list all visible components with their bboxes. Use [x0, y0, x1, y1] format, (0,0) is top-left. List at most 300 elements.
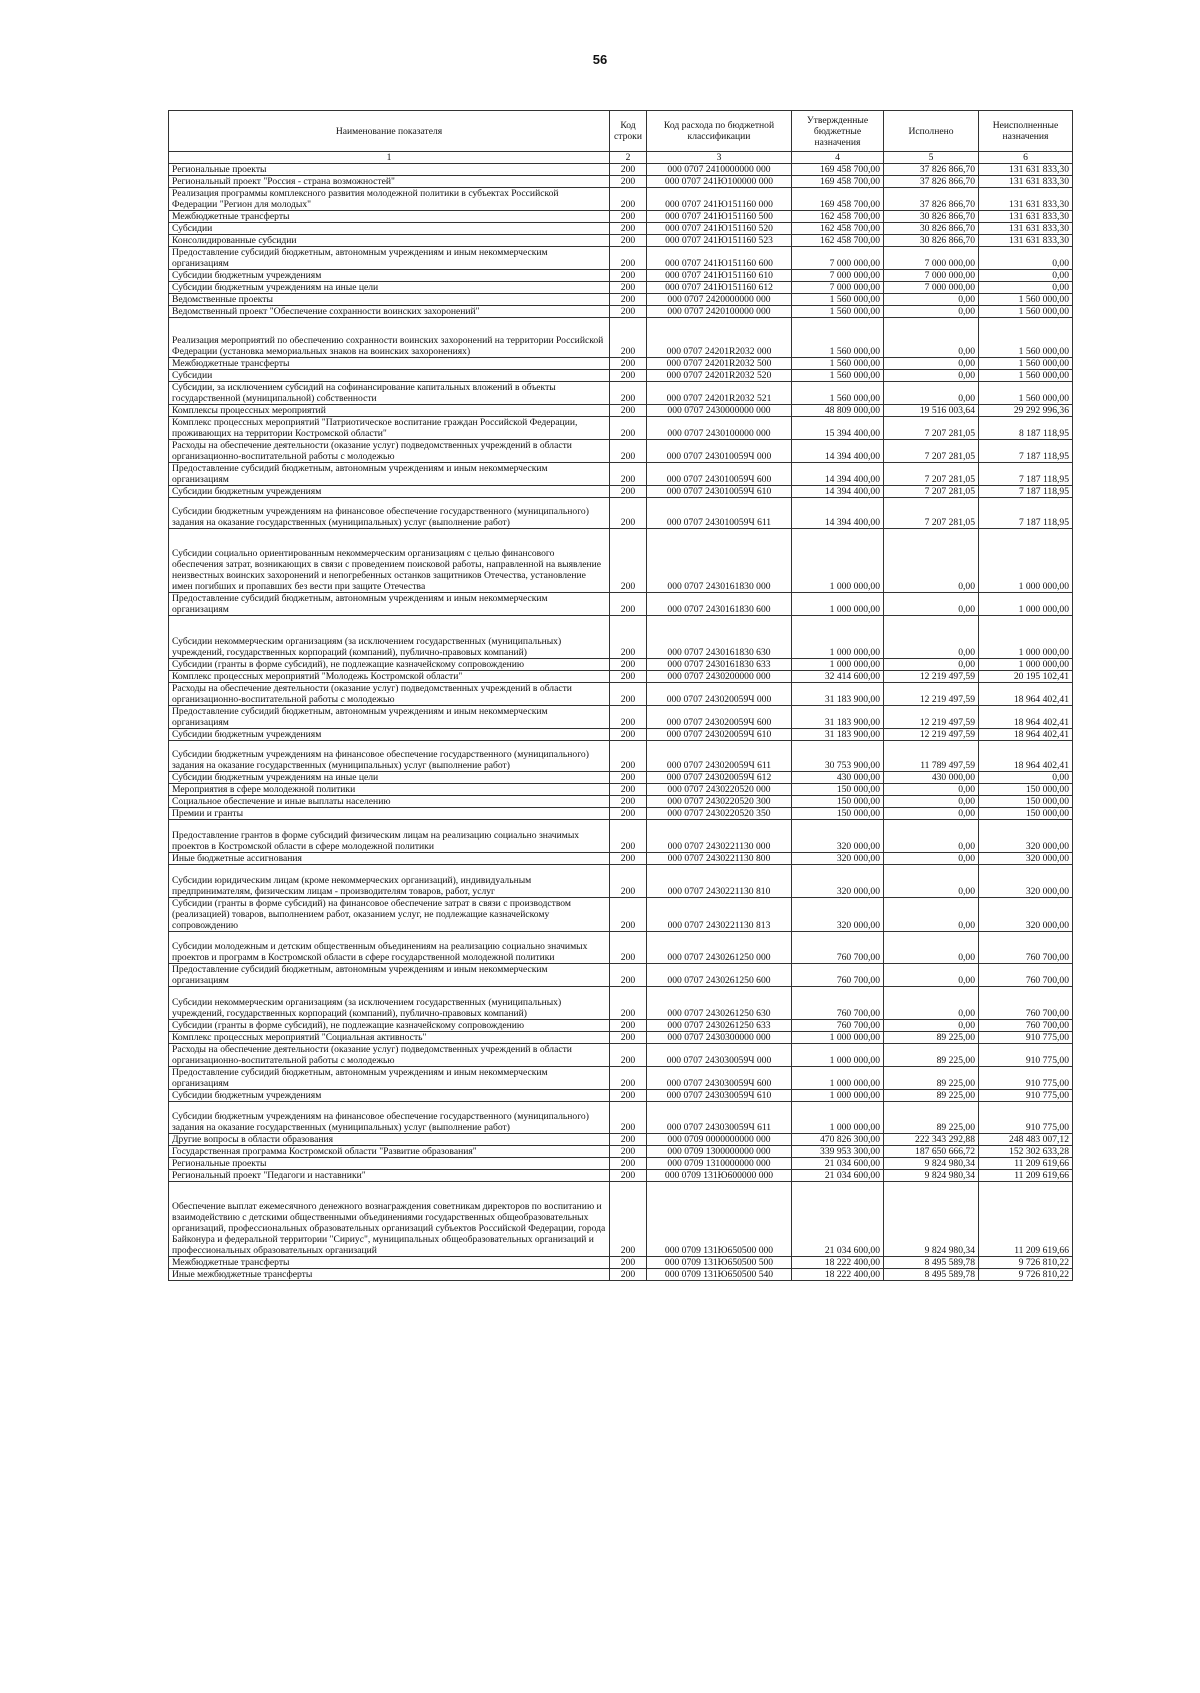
- budget-execution-table: [168, 110, 1073, 1281]
- cell-executed: 9 824 980,34: [884, 1170, 979, 1182]
- cell-executed: 7 000 000,00: [884, 282, 979, 294]
- cell-name: Реализация мероприятий по обеспечению сохранности воинских захоронений на территории Российской Федерации (установка мемориальных знаков на воинских захоронениях): [169, 318, 610, 358]
- cell-unexecuted: 248 483 007,12: [979, 1134, 1073, 1146]
- cell-name: Комплекс процессных мероприятий "Социальная активность": [169, 1032, 610, 1044]
- table-row: [169, 1269, 1073, 1281]
- cell-unexecuted: 760 700,00: [979, 964, 1073, 987]
- table-row: [169, 188, 1073, 211]
- table-row: [169, 1257, 1073, 1269]
- cell-approved: 7 000 000,00: [792, 247, 884, 270]
- cell-line-code: 200: [610, 270, 647, 282]
- table-row: [169, 1146, 1073, 1158]
- table-row: [169, 1170, 1073, 1182]
- cell-line-code: 200: [610, 405, 647, 417]
- column-number: 2: [610, 152, 647, 164]
- cell-unexecuted: 9 726 810,22: [979, 1257, 1073, 1269]
- cell-name: Предоставление субсидий бюджетным, автономным учреждениям и иным некоммерческим организациям: [169, 593, 610, 616]
- cell-name: Комплексы процессных мероприятий: [169, 405, 610, 417]
- cell-budget-code: 000 0707 2430220520 350: [647, 808, 792, 820]
- cell-name: Комплекс процессных мероприятий "Молодежь Костромской области": [169, 671, 610, 683]
- cell-budget-code: 000 0707 2430220520 300: [647, 796, 792, 808]
- cell-unexecuted: 9 726 810,22: [979, 1269, 1073, 1281]
- cell-line-code: 200: [610, 235, 647, 247]
- cell-name: Субсидии бюджетным учреждениям на иные цели: [169, 772, 610, 784]
- cell-budget-code: 000 0707 2420100000 000: [647, 306, 792, 318]
- cell-line-code: 200: [610, 1170, 647, 1182]
- cell-executed: 30 826 866,70: [884, 211, 979, 223]
- cell-approved: 169 458 700,00: [792, 188, 884, 211]
- cell-executed: 7 000 000,00: [884, 247, 979, 270]
- cell-executed: 11 789 497,59: [884, 741, 979, 772]
- cell-budget-code: 000 0707 243030059Ч 611: [647, 1102, 792, 1134]
- table-row: [169, 463, 1073, 486]
- cell-unexecuted: 910 775,00: [979, 1067, 1073, 1090]
- cell-budget-code: 000 0707 241Ю151160 600: [647, 247, 792, 270]
- cell-line-code: 200: [610, 932, 647, 964]
- cell-name: Региональный проект "Россия - страна возможностей": [169, 176, 610, 188]
- cell-budget-code: 000 0709 131Ю650500 000: [647, 1182, 792, 1257]
- cell-budget-code: 000 0707 24201R2032 000: [647, 318, 792, 358]
- cell-budget-code: 000 0707 2430300000 000: [647, 1032, 792, 1044]
- cell-name: Предоставление субсидий бюджетным, автономным учреждениям и иным некоммерческим организациям: [169, 463, 610, 486]
- cell-unexecuted: 7 187 118,95: [979, 498, 1073, 529]
- cell-line-code: 200: [610, 671, 647, 683]
- table-row: [169, 247, 1073, 270]
- cell-unexecuted: 152 302 633,28: [979, 1146, 1073, 1158]
- cell-budget-code: 000 0707 2430100000 000: [647, 417, 792, 440]
- cell-executed: 0,00: [884, 932, 979, 964]
- cell-line-code: 200: [610, 176, 647, 188]
- cell-line-code: 200: [610, 820, 647, 853]
- cell-budget-code: 000 0707 24201R2032 500: [647, 358, 792, 370]
- table-row: [169, 987, 1073, 1020]
- cell-budget-code: 000 0707 2430261250 633: [647, 1020, 792, 1032]
- cell-budget-code: 000 0707 243030059Ч 600: [647, 1067, 792, 1090]
- cell-unexecuted: 1 560 000,00: [979, 370, 1073, 382]
- cell-name: Консолидированные субсидии: [169, 235, 610, 247]
- cell-executed: 89 225,00: [884, 1102, 979, 1134]
- table-row: [169, 486, 1073, 498]
- cell-budget-code: 000 0707 243020059Ч 610: [647, 729, 792, 741]
- cell-budget-code: 000 0707 2430221130 800: [647, 853, 792, 865]
- cell-approved: 31 183 900,00: [792, 683, 884, 706]
- cell-approved: 21 034 600,00: [792, 1158, 884, 1170]
- cell-executed: 8 495 589,78: [884, 1257, 979, 1269]
- cell-line-code: 200: [610, 616, 647, 659]
- table-row: [169, 1102, 1073, 1134]
- cell-executed: 30 826 866,70: [884, 235, 979, 247]
- cell-unexecuted: 1 000 000,00: [979, 529, 1073, 593]
- cell-line-code: 200: [610, 865, 647, 898]
- cell-name: Ведомственный проект "Обеспечение сохранности воинских захоронений": [169, 306, 610, 318]
- table-row: [169, 211, 1073, 223]
- cell-unexecuted: 760 700,00: [979, 1020, 1073, 1032]
- cell-unexecuted: 1 560 000,00: [979, 318, 1073, 358]
- cell-unexecuted: 18 964 402,41: [979, 683, 1073, 706]
- cell-unexecuted: 0,00: [979, 247, 1073, 270]
- cell-approved: 162 458 700,00: [792, 223, 884, 235]
- cell-executed: 9 824 980,34: [884, 1158, 979, 1170]
- cell-line-code: 200: [610, 1090, 647, 1102]
- cell-budget-code: 000 0707 241Ю151160 523: [647, 235, 792, 247]
- cell-name: Субсидии бюджетным учреждениям на финансовое обеспечение государственного (муниципального) задания на оказание государственных (муниципальных) услуг (выполнение работ): [169, 1102, 610, 1134]
- cell-name: Предоставление субсидий бюджетным, автономным учреждениям и иным некоммерческим организациям: [169, 706, 610, 729]
- cell-executed: 37 826 866,70: [884, 188, 979, 211]
- cell-line-code: 200: [610, 796, 647, 808]
- cell-approved: 1 000 000,00: [792, 1067, 884, 1090]
- cell-approved: 150 000,00: [792, 808, 884, 820]
- cell-unexecuted: 320 000,00: [979, 853, 1073, 865]
- table-row: [169, 1020, 1073, 1032]
- cell-approved: 1 000 000,00: [792, 1044, 884, 1067]
- cell-approved: 320 000,00: [792, 865, 884, 898]
- cell-executed: 9 824 980,34: [884, 1182, 979, 1257]
- cell-name: Субсидии социально ориентированным некоммерческим организациям с целью финансового обеспечения затрат, возникающих в связи с проведением поисковой работы, направленной на выявление неизвестных воинских захоронений и непогребенных останков защитников Отечества, установление имен погибших и пропавших без вести при защите Отечества: [169, 529, 610, 593]
- cell-approved: 1 560 000,00: [792, 306, 884, 318]
- table-row: [169, 671, 1073, 683]
- cell-budget-code: 000 0707 2430200000 000: [647, 671, 792, 683]
- table-row: [169, 616, 1073, 659]
- cell-approved: 18 222 400,00: [792, 1257, 884, 1269]
- cell-approved: 320 000,00: [792, 898, 884, 932]
- cell-executed: 8 495 589,78: [884, 1269, 979, 1281]
- cell-budget-code: 000 0709 131Ю600000 000: [647, 1170, 792, 1182]
- cell-name: Субсидии, за исключением субсидий на софинансирование капитальных вложений в объекты государственной (муниципальной) собственности: [169, 382, 610, 405]
- cell-line-code: 200: [610, 1182, 647, 1257]
- cell-executed: 187 650 666,72: [884, 1146, 979, 1158]
- header-unexecuted: Неисполненные назначения: [979, 111, 1073, 152]
- cell-line-code: 200: [610, 382, 647, 405]
- cell-executed: 0,00: [884, 808, 979, 820]
- cell-name: Межбюджетные трансферты: [169, 1257, 610, 1269]
- cell-unexecuted: 11 209 619,66: [979, 1182, 1073, 1257]
- cell-unexecuted: 1 000 000,00: [979, 659, 1073, 671]
- cell-approved: 7 000 000,00: [792, 270, 884, 282]
- cell-executed: 7 207 281,05: [884, 486, 979, 498]
- cell-line-code: 200: [610, 1044, 647, 1067]
- cell-approved: 339 953 300,00: [792, 1146, 884, 1158]
- cell-name: Государственная программа Костромской области "Развитие образования": [169, 1146, 610, 1158]
- cell-unexecuted: 18 964 402,41: [979, 741, 1073, 772]
- table-row: [169, 706, 1073, 729]
- cell-budget-code: 000 0709 0000000000 000: [647, 1134, 792, 1146]
- cell-approved: 162 458 700,00: [792, 235, 884, 247]
- cell-executed: 0,00: [884, 529, 979, 593]
- cell-line-code: 200: [610, 593, 647, 616]
- cell-line-code: 200: [610, 853, 647, 865]
- cell-approved: 320 000,00: [792, 820, 884, 853]
- cell-unexecuted: 760 700,00: [979, 987, 1073, 1020]
- table-header-row: [169, 111, 1073, 152]
- header-executed: Исполнено: [884, 111, 979, 152]
- cell-executed: 0,00: [884, 593, 979, 616]
- cell-approved: 169 458 700,00: [792, 176, 884, 188]
- table-row: [169, 808, 1073, 820]
- cell-budget-code: 000 0707 243030059Ч 610: [647, 1090, 792, 1102]
- cell-budget-code: 000 0707 2430261250 000: [647, 932, 792, 964]
- cell-budget-code: 000 0707 241Ю151160 000: [647, 188, 792, 211]
- cell-unexecuted: 1 560 000,00: [979, 306, 1073, 318]
- table-row: [169, 932, 1073, 964]
- cell-approved: 1 000 000,00: [792, 593, 884, 616]
- cell-approved: 760 700,00: [792, 932, 884, 964]
- cell-name: Иные межбюджетные трансферты: [169, 1269, 610, 1281]
- cell-unexecuted: 910 775,00: [979, 1032, 1073, 1044]
- cell-executed: 7 207 281,05: [884, 463, 979, 486]
- cell-executed: 0,00: [884, 294, 979, 306]
- cell-unexecuted: 150 000,00: [979, 784, 1073, 796]
- cell-approved: 150 000,00: [792, 784, 884, 796]
- column-number: 3: [647, 152, 792, 164]
- table-row: [169, 796, 1073, 808]
- cell-name: Субсидии бюджетным учреждениям: [169, 486, 610, 498]
- cell-line-code: 200: [610, 463, 647, 486]
- cell-approved: 1 560 000,00: [792, 358, 884, 370]
- cell-executed: 0,00: [884, 358, 979, 370]
- table-row: [169, 270, 1073, 282]
- cell-executed: 0,00: [884, 964, 979, 987]
- cell-name: Предоставление субсидий бюджетным, автономным учреждениям и иным некоммерческим организациям: [169, 964, 610, 987]
- cell-line-code: 200: [610, 741, 647, 772]
- table-row: [169, 865, 1073, 898]
- cell-approved: 1 560 000,00: [792, 370, 884, 382]
- table-row: [169, 176, 1073, 188]
- cell-unexecuted: 11 209 619,66: [979, 1158, 1073, 1170]
- cell-name: Субсидии юридическим лицам (кроме некоммерческих организаций), индивидуальным предпринимателям, физическим лицам - производителям товаров, работ, услуг: [169, 865, 610, 898]
- cell-unexecuted: 1 560 000,00: [979, 294, 1073, 306]
- cell-executed: 0,00: [884, 616, 979, 659]
- cell-line-code: 200: [610, 318, 647, 358]
- cell-executed: 0,00: [884, 659, 979, 671]
- cell-line-code: 200: [610, 659, 647, 671]
- cell-unexecuted: 11 209 619,66: [979, 1170, 1073, 1182]
- cell-executed: 89 225,00: [884, 1067, 979, 1090]
- cell-executed: 222 343 292,88: [884, 1134, 979, 1146]
- table-row: [169, 405, 1073, 417]
- cell-approved: 150 000,00: [792, 796, 884, 808]
- cell-name: Субсидии бюджетным учреждениям на иные цели: [169, 282, 610, 294]
- cell-approved: 1 560 000,00: [792, 294, 884, 306]
- cell-name: Субсидии бюджетным учреждениям на финансовое обеспечение государственного (муниципального) задания на оказание государственных (муниципальных) услуг (выполнение работ): [169, 741, 610, 772]
- header-name: Наименование показателя: [169, 111, 610, 152]
- table-row: [169, 417, 1073, 440]
- cell-line-code: 200: [610, 987, 647, 1020]
- table-row: [169, 964, 1073, 987]
- cell-executed: 430 000,00: [884, 772, 979, 784]
- cell-executed: 12 219 497,59: [884, 671, 979, 683]
- cell-executed: 89 225,00: [884, 1044, 979, 1067]
- cell-line-code: 200: [610, 529, 647, 593]
- cell-line-code: 200: [610, 1032, 647, 1044]
- cell-line-code: 200: [610, 498, 647, 529]
- cell-approved: 18 222 400,00: [792, 1269, 884, 1281]
- table-row: [169, 1134, 1073, 1146]
- cell-line-code: 200: [610, 1158, 647, 1170]
- table-row: [169, 318, 1073, 358]
- cell-name: Субсидии некоммерческим организациям (за исключением государственных (муниципальных) учреждений, государственных корпораций (компаний), публично-правовых компаний): [169, 987, 610, 1020]
- cell-budget-code: 000 0709 131Ю650500 540: [647, 1269, 792, 1281]
- cell-name: Субсидии: [169, 223, 610, 235]
- cell-approved: 1 560 000,00: [792, 382, 884, 405]
- cell-executed: 37 826 866,70: [884, 176, 979, 188]
- cell-unexecuted: 7 187 118,95: [979, 463, 1073, 486]
- table-row: [169, 593, 1073, 616]
- cell-budget-code: 000 0709 131Ю650500 500: [647, 1257, 792, 1269]
- cell-line-code: 200: [610, 247, 647, 270]
- cell-line-code: 200: [610, 808, 647, 820]
- table-row: [169, 164, 1073, 176]
- cell-budget-code: 000 0707 243020059Ч 612: [647, 772, 792, 784]
- header-approved: Утвержденные бюджетные назначения: [792, 111, 884, 152]
- cell-name: Субсидии бюджетным учреждениям: [169, 729, 610, 741]
- cell-unexecuted: 910 775,00: [979, 1090, 1073, 1102]
- cell-unexecuted: 760 700,00: [979, 932, 1073, 964]
- cell-executed: 12 219 497,59: [884, 729, 979, 741]
- table-row: [169, 440, 1073, 463]
- cell-name: Предоставление субсидий бюджетным, автономным учреждениям и иным некоммерческим организациям: [169, 1067, 610, 1090]
- table-row: [169, 529, 1073, 593]
- cell-line-code: 200: [610, 223, 647, 235]
- cell-approved: 1 000 000,00: [792, 1032, 884, 1044]
- cell-approved: 31 183 900,00: [792, 729, 884, 741]
- column-number: 6: [979, 152, 1073, 164]
- cell-line-code: 200: [610, 294, 647, 306]
- cell-name: Межбюджетные трансферты: [169, 358, 610, 370]
- cell-line-code: 200: [610, 486, 647, 498]
- cell-name: Региональные проекты: [169, 164, 610, 176]
- table-row: [169, 820, 1073, 853]
- cell-name: Мероприятия в сфере молодежной политики: [169, 784, 610, 796]
- cell-name: Субсидии бюджетным учреждениям на финансовое обеспечение государственного (муниципального) задания на оказание государственных (муниципальных) услуг (выполнение работ): [169, 498, 610, 529]
- cell-budget-code: 000 0709 1310000000 000: [647, 1158, 792, 1170]
- cell-line-code: 200: [610, 1067, 647, 1090]
- cell-name: Социальное обеспечение и иные выплаты населению: [169, 796, 610, 808]
- cell-line-code: 200: [610, 1269, 647, 1281]
- cell-line-code: 200: [610, 772, 647, 784]
- cell-approved: 7 000 000,00: [792, 282, 884, 294]
- cell-name: Расходы на обеспечение деятельности (оказание услуг) подведомственных учреждений в области организационно-воспитательной работы с молодежью: [169, 1044, 610, 1067]
- cell-approved: 1 000 000,00: [792, 616, 884, 659]
- table-row: [169, 659, 1073, 671]
- cell-name: Расходы на обеспечение деятельности (оказание услуг) подведомственных учреждений в области организационно-воспитательной работы с молодежью: [169, 440, 610, 463]
- cell-approved: 1 000 000,00: [792, 659, 884, 671]
- cell-line-code: 200: [610, 370, 647, 382]
- cell-executed: 7 207 281,05: [884, 498, 979, 529]
- cell-unexecuted: 910 775,00: [979, 1044, 1073, 1067]
- table-row: [169, 223, 1073, 235]
- table-row: [169, 741, 1073, 772]
- cell-budget-code: 000 0707 2410000000 000: [647, 164, 792, 176]
- table-row: [169, 498, 1073, 529]
- cell-budget-code: 000 0707 241Ю151160 610: [647, 270, 792, 282]
- cell-budget-code: 000 0707 243020059Ч 600: [647, 706, 792, 729]
- table-row: [169, 853, 1073, 865]
- cell-name: Предоставление грантов в форме субсидий физическим лицам на реализацию социально значимых проектов в Костромской области в сфере молодежной политики: [169, 820, 610, 853]
- cell-line-code: 200: [610, 729, 647, 741]
- table-row: [169, 898, 1073, 932]
- cell-budget-code: 000 0709 1300000000 000: [647, 1146, 792, 1158]
- cell-executed: 37 826 866,70: [884, 164, 979, 176]
- cell-unexecuted: 20 195 102,41: [979, 671, 1073, 683]
- cell-budget-code: 000 0707 24201R2032 520: [647, 370, 792, 382]
- cell-executed: 0,00: [884, 370, 979, 382]
- cell-unexecuted: 0,00: [979, 270, 1073, 282]
- cell-budget-code: 000 0707 2430220520 000: [647, 784, 792, 796]
- column-number: 1: [169, 152, 610, 164]
- table-row: [169, 306, 1073, 318]
- cell-approved: 32 414 600,00: [792, 671, 884, 683]
- header-line-code: Код строки: [610, 111, 647, 152]
- cell-name: Субсидии бюджетным учреждениям: [169, 1090, 610, 1102]
- table-row: [169, 1044, 1073, 1067]
- table-row: [169, 683, 1073, 706]
- cell-approved: 14 394 400,00: [792, 498, 884, 529]
- cell-name: Предоставление субсидий бюджетным, автономным учреждениям и иным некоммерческим организациям: [169, 247, 610, 270]
- cell-approved: 31 183 900,00: [792, 706, 884, 729]
- cell-budget-code: 000 0707 243010059Ч 611: [647, 498, 792, 529]
- cell-budget-code: 000 0707 2420000000 000: [647, 294, 792, 306]
- cell-line-code: 200: [610, 282, 647, 294]
- table-row: [169, 1067, 1073, 1090]
- cell-line-code: 200: [610, 1102, 647, 1134]
- cell-line-code: 200: [610, 164, 647, 176]
- cell-executed: 89 225,00: [884, 1032, 979, 1044]
- cell-executed: 0,00: [884, 987, 979, 1020]
- cell-line-code: 200: [610, 1257, 647, 1269]
- table-row: [169, 358, 1073, 370]
- cell-budget-code: 000 0707 2430161830 000: [647, 529, 792, 593]
- cell-name: Субсидии некоммерческим организациям (за исключением государственных (муниципальных) учреждений, государственных корпораций (компаний), публично-правовых компаний): [169, 616, 610, 659]
- cell-name: Субсидии (гранты в форме субсидий), не подлежащие казначейскому сопровождению: [169, 659, 610, 671]
- table-row: [169, 729, 1073, 741]
- cell-name: Субсидии (гранты в форме субсидий), не подлежащие казначейскому сопровождению: [169, 1020, 610, 1032]
- cell-unexecuted: 29 292 996,36: [979, 405, 1073, 417]
- cell-budget-code: 000 0707 243020059Ч 000: [647, 683, 792, 706]
- cell-approved: 430 000,00: [792, 772, 884, 784]
- column-number: 5: [884, 152, 979, 164]
- cell-line-code: 200: [610, 306, 647, 318]
- cell-line-code: 200: [610, 898, 647, 932]
- cell-executed: 19 516 003,64: [884, 405, 979, 417]
- cell-executed: 7 207 281,05: [884, 417, 979, 440]
- cell-unexecuted: 7 187 118,95: [979, 486, 1073, 498]
- cell-unexecuted: 150 000,00: [979, 808, 1073, 820]
- cell-budget-code: 000 0707 243010059Ч 000: [647, 440, 792, 463]
- cell-unexecuted: 1 560 000,00: [979, 358, 1073, 370]
- cell-approved: 320 000,00: [792, 853, 884, 865]
- table-row: [169, 784, 1073, 796]
- cell-name: Иные бюджетные ассигнования: [169, 853, 610, 865]
- cell-line-code: 200: [610, 211, 647, 223]
- cell-line-code: 200: [610, 1020, 647, 1032]
- cell-executed: 12 219 497,59: [884, 683, 979, 706]
- table-row: [169, 1032, 1073, 1044]
- cell-approved: 14 394 400,00: [792, 463, 884, 486]
- cell-name: Субсидии: [169, 370, 610, 382]
- cell-budget-code: 000 0707 243030059Ч 000: [647, 1044, 792, 1067]
- cell-line-code: 200: [610, 188, 647, 211]
- cell-budget-code: 000 0707 2430261250 630: [647, 987, 792, 1020]
- cell-executed: 0,00: [884, 898, 979, 932]
- cell-approved: 21 034 600,00: [792, 1170, 884, 1182]
- cell-approved: 1 000 000,00: [792, 1102, 884, 1134]
- cell-budget-code: 000 0707 241Ю151160 500: [647, 211, 792, 223]
- cell-unexecuted: 7 187 118,95: [979, 440, 1073, 463]
- cell-executed: 0,00: [884, 784, 979, 796]
- cell-approved: 470 826 300,00: [792, 1134, 884, 1146]
- cell-budget-code: 000 0707 2430000000 000: [647, 405, 792, 417]
- cell-line-code: 200: [610, 706, 647, 729]
